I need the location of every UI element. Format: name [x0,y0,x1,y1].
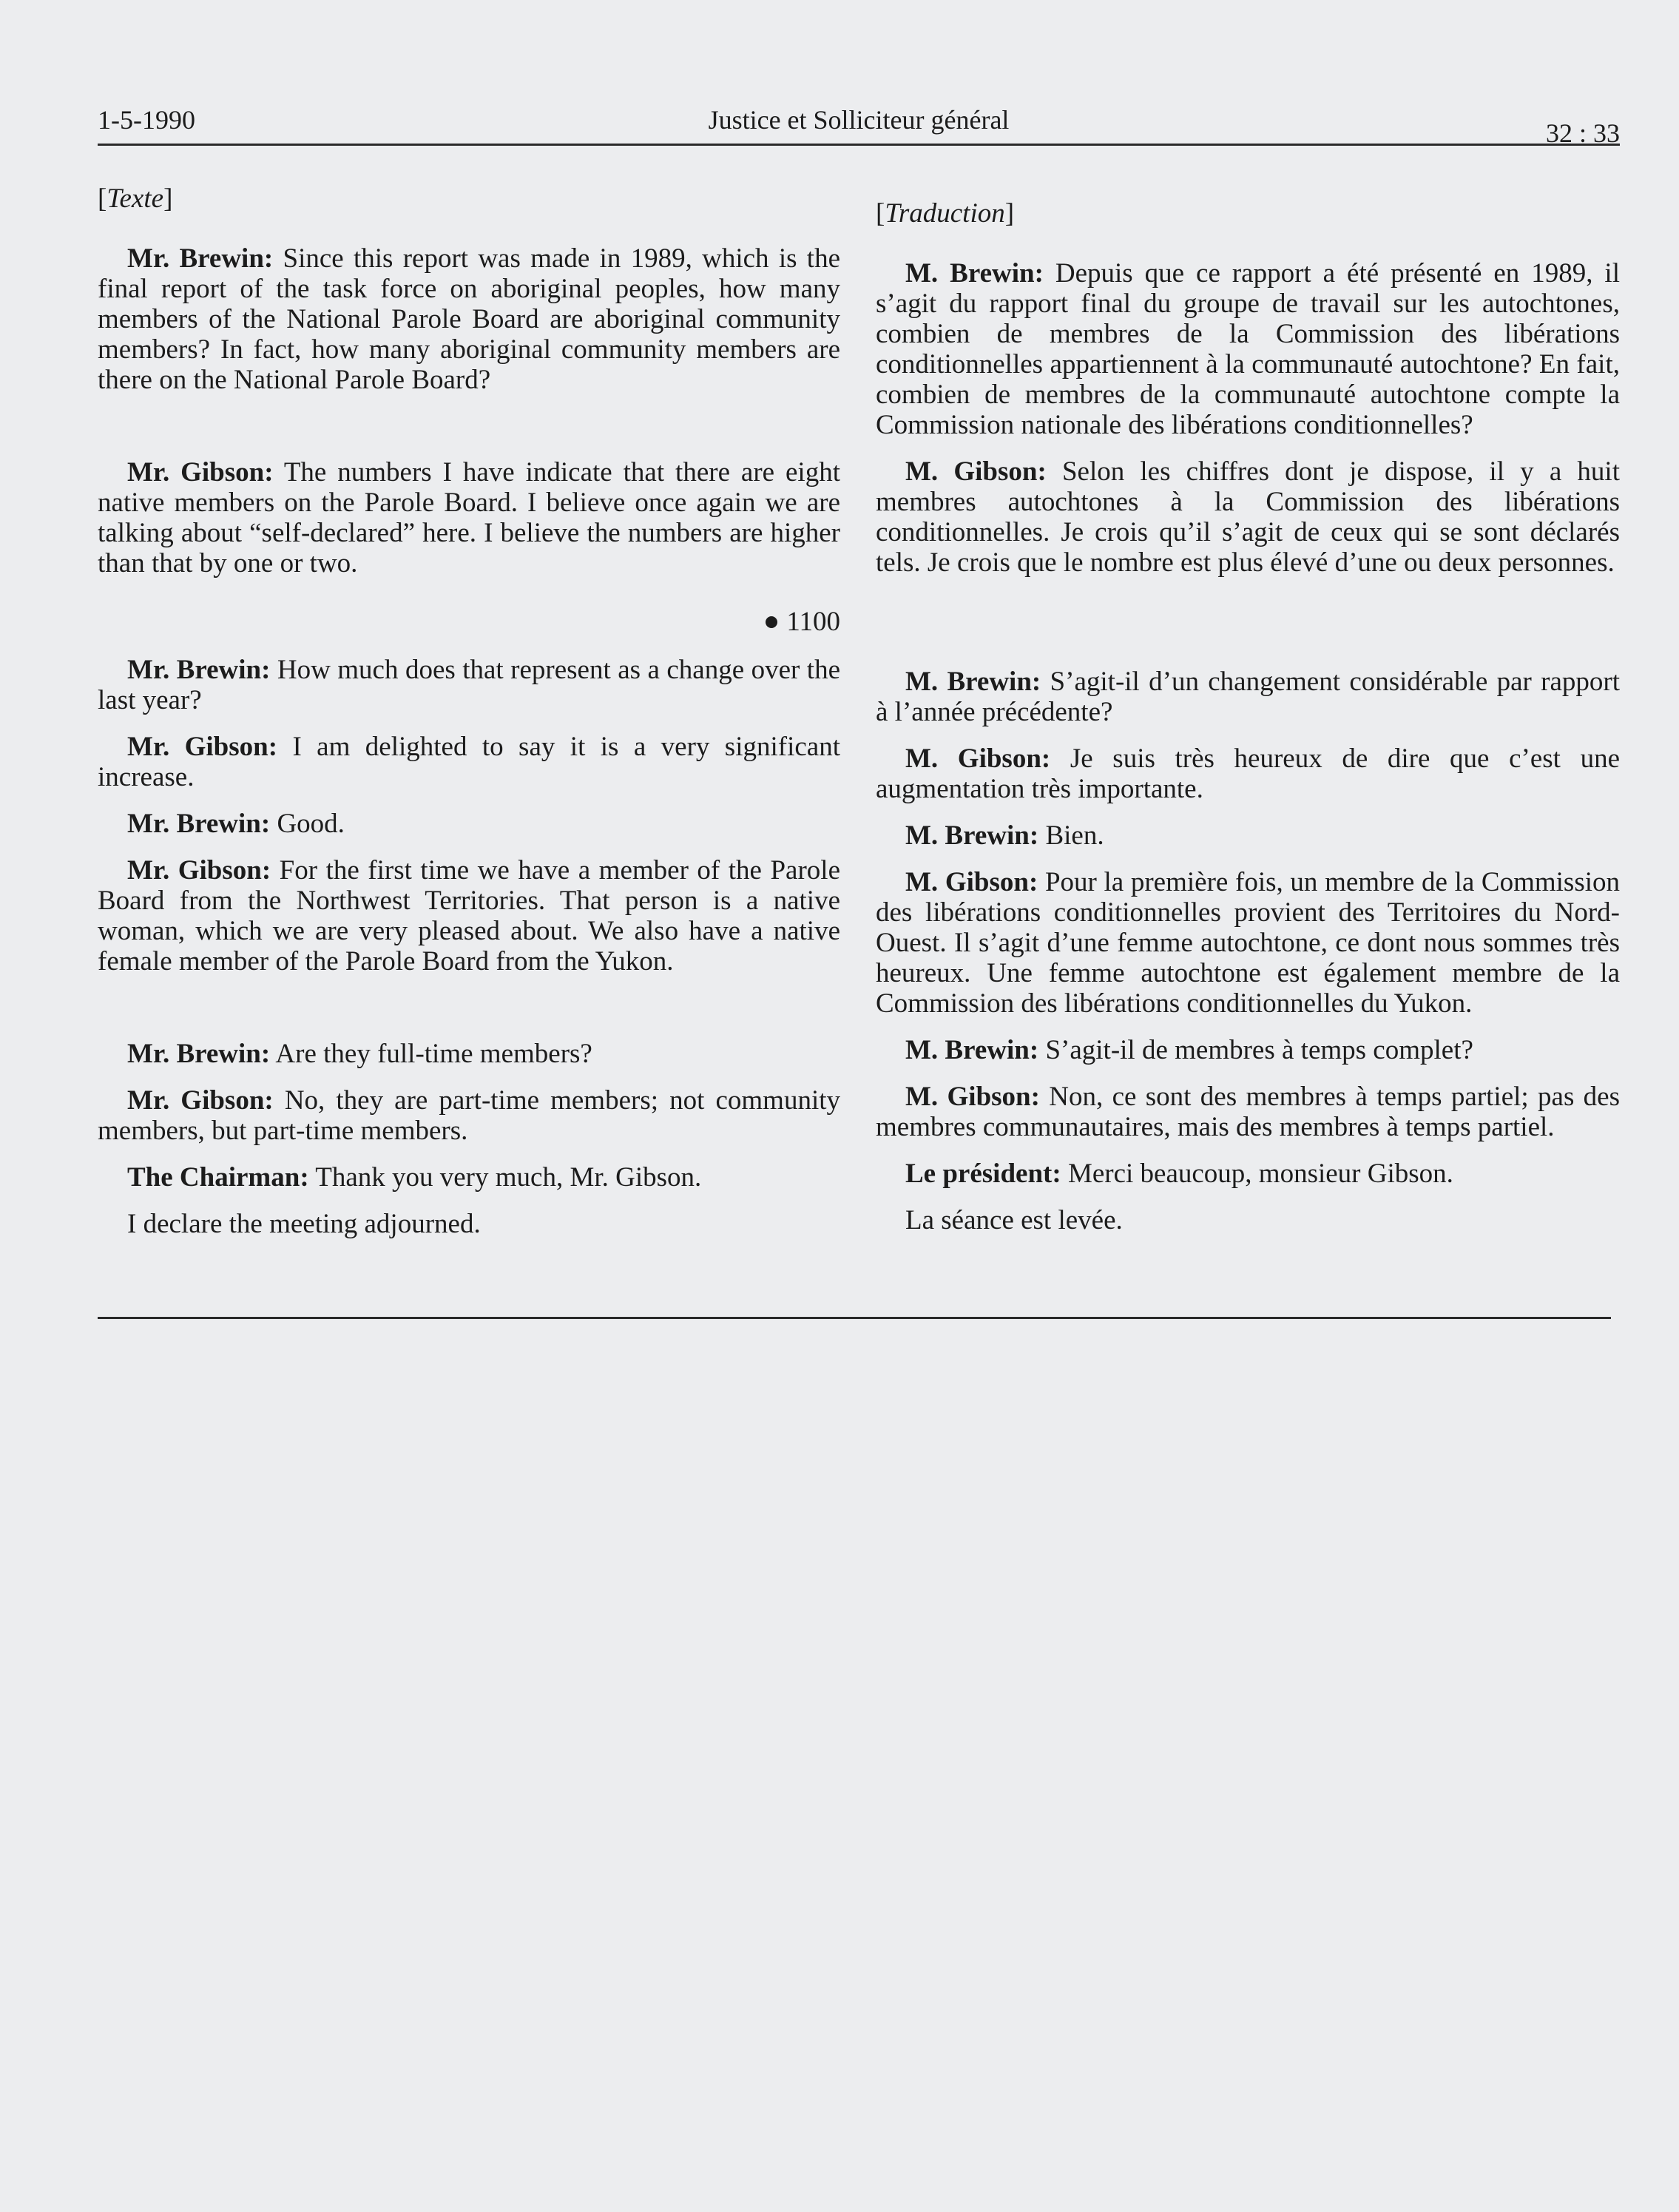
column-english [98,183,840,1255]
section-label-texte: [Texte] [98,183,173,214]
paragraph [98,1209,840,1239]
speaker-name: M. Gibson: [905,743,1051,774]
speech-text: Since this report was made in 1989, which is the final report of the task force on aboriginal peoples, how many members of the National Parole Board are aboriginal community members? In fact, how many aboriginal community members are there on the National Parole Board? [98,243,840,395]
section-label-traduction: [Traduction] [876,198,1015,229]
speech-text: Bien. [1038,820,1104,851]
header-page-number: 32 : 33 [1545,118,1620,148]
paragraph [98,655,840,715]
header-title: Justice et Solliciteur général [708,105,1010,135]
speaker-name: Mr. Brewin: [127,655,271,685]
speech-text: S’agit-il d’un changement considérable par rapport à l’année précédente? [876,667,1621,727]
speaker-name: The Chairman: [127,1162,309,1193]
speech-text: No, they are part-time members; not community members, but part-time members. [98,1085,841,1146]
speech-text: Pour la première fois, un membre de la Commission des libérations conditionnelles provient des Territoires du Nord-Ouest. Il s’agit d’une femme autochtone, ce dont nous sommes très heureux. Une femme autochtone est également membre de la Commission des libérations conditionnelles du Yukon. [876,867,1620,1019]
paragraph [876,258,1620,440]
speaker-name: M. Gibson: [905,1082,1040,1112]
speech-text: For the first time we have a member of the Parole Board from the Northwest Territories. That person is a native woman, which we are very pleased about. We also have a native female member of the Parole Board from the Yukon. [98,855,840,977]
paragraph [98,732,840,792]
speech-text: How much does that represent as a change over the last year? [98,655,841,715]
bullet-icon [766,616,777,628]
speech-text: Je suis très heureux de dire que c’est une augmentation très importante. [876,743,1620,804]
speaker-name: Mr. Brewin: [127,243,274,274]
speaker-name: Mr. Gibson: [127,732,278,762]
speech-text: I am delighted to say it is a very significant increase. [98,732,840,792]
time-marker-value: 1100 [786,607,840,637]
speaker-name: Mr. Gibson: [127,457,274,488]
speaker-name: Mr. Gibson: [127,1085,274,1116]
speech-text: Selon les chiffres dont je dispose, il y a huit membres autochtones à la Commission des libérations conditionnelles. Je crois qu’il s’agit de ceux qui se sont déclarés tels. Je crois que le nombre est plus élevé d’une ou deux personnes. [876,456,1620,578]
paragraph [98,809,840,839]
speaker-name: M. Brewin: [905,258,1044,289]
footer-rule [98,1317,1611,1319]
speaker-name: M. Brewin: [905,667,1041,697]
paragraph [876,667,1620,727]
speech-text: Non, ce sont des membres à temps partiel; pas des membres communautaires, mais des membres à temps partiel. [876,1082,1621,1142]
speech-text: Are they full-time members? [270,1039,592,1069]
paragraph [876,820,1620,851]
speech-text: Merci beaucoup, monsieur Gibson. [1061,1159,1453,1189]
paragraph [98,855,840,977]
paragraph [876,1035,1620,1065]
speaker-name: M. Gibson: [905,867,1038,897]
paragraph [876,1082,1620,1142]
paragraph [876,1159,1620,1189]
speaker-name: Mr. Gibson: [127,855,271,886]
paragraph [98,243,840,395]
paragraph [876,456,1620,578]
speech-text: I declare the meeting adjourned. [127,1209,481,1239]
paragraph [876,743,1620,804]
paragraph [98,1085,840,1146]
speech-text: La séance est levée. [905,1205,1123,1235]
paragraph [98,1039,840,1069]
speech-text: S’agit-il de membres à temps complet? [1038,1035,1473,1065]
speech-text: Thank you very much, Mr. Gibson. [308,1162,702,1193]
speech-text: Depuis que ce rapport a été présenté en 1989, il s’agit du rapport final du groupe de travail sur les autochtones, combien de membres de la Commission des libérations conditionnelles appartiennent à la communauté autochtone? En fait, combien de membres de la communauté autochtone compte la Commission nationale des libérations conditionnelles? [876,258,1620,440]
speech-text: The numbers I have indicate that there are eight native members on the Parole Board. I believe once again we are talking about “self-declared” here. I believe the numbers are higher than that by one or two. [98,457,840,579]
speaker-name: Mr. Brewin: [127,1039,271,1069]
paragraph [876,867,1620,1019]
speaker-name: Le président: [905,1159,1061,1189]
speaker-name: M. Brewin: [905,820,1039,851]
speaker-name: M. Gibson: [905,456,1047,487]
speaker-name: Mr. Brewin: [127,809,271,839]
paragraph [98,1162,840,1193]
header-rule [98,144,1620,146]
page-header [98,102,1620,148]
speaker-name: M. Brewin: [905,1035,1039,1065]
speech-text: Good. [270,809,345,839]
column-french [876,198,1620,1252]
header-date: 1-5-1990 [98,105,195,135]
paragraph [876,1205,1620,1235]
time-marker [98,607,840,637]
paragraph [98,457,840,579]
